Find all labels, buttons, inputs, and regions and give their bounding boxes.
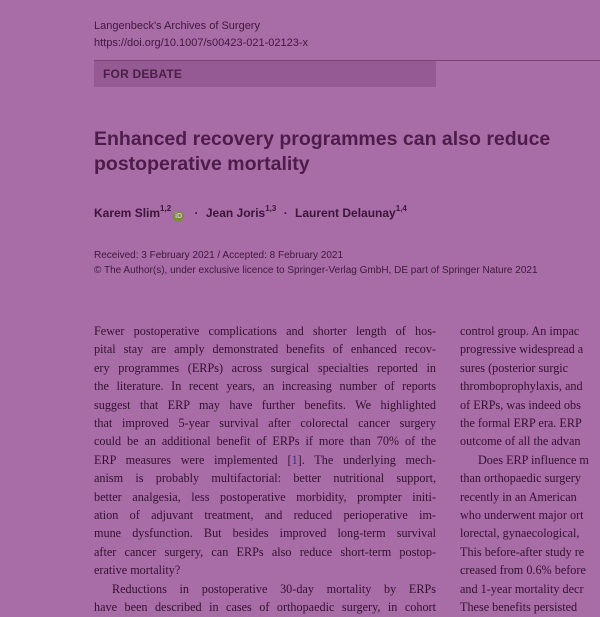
title-line-2: postoperative mortality	[94, 153, 310, 175]
body-line: recently in an American	[460, 489, 577, 504]
body-line: that improved 5-year survival after colorectal cancer surgery	[94, 416, 436, 431]
body-line: the literature. In recent years, an increasing number of reports	[94, 379, 436, 394]
body-line: have been described in cases of orthopaedic surgery, in cohort	[94, 600, 436, 615]
author-2-affiliation: 1,3	[265, 204, 277, 213]
body-line: the formal ERP era. ERP	[460, 416, 582, 431]
journal-header	[94, 18, 308, 52]
body-line: anism is probably multifactorial: better nutritional support,	[94, 471, 436, 486]
body-line: of ERPs, was indeed obs	[460, 397, 581, 412]
body-column-right	[460, 322, 600, 617]
title-line-1: Enhanced recovery programmes can also reduce	[94, 128, 551, 150]
body-line: pital stay are amply demonstrated benefits of enhanced recov-	[94, 342, 436, 357]
author-separator: ·	[283, 206, 288, 220]
body-line: after cancer surgery, can ERPs also reduce short-term postop-	[94, 544, 436, 559]
body-line: outcome of all the advan	[460, 434, 581, 449]
author-1[interactable]: Karem Slim	[94, 206, 161, 220]
citation-link[interactable]: 1	[291, 452, 298, 467]
body-line: who underwent major ort	[460, 508, 584, 523]
received-accepted: Received: 3 February 2021 / Accepted: 8 February 2021	[94, 250, 344, 261]
body-line: better analgesia, less postoperative morbidity, prompter initi-	[94, 489, 436, 504]
author-list	[94, 204, 407, 222]
body-line: Does ERP influence m	[478, 452, 589, 467]
journal-name: Langenbeck's Archives of Surgery	[94, 20, 260, 32]
section-banner	[94, 60, 436, 87]
body-line: Fewer postoperative complications and shorter length of hos-	[94, 324, 436, 338]
body-line: ERP measures were implemented [1]. The underlying mech-	[94, 452, 436, 467]
doi-link[interactable]: https://doi.org/10.1007/s00423-021-02123-x	[94, 37, 309, 49]
header-rule	[436, 60, 600, 61]
body-line: sures (posterior surgic	[460, 360, 569, 375]
body-line: creased from 0.6% before	[460, 563, 586, 578]
author-3[interactable]: Laurent Delaunay	[295, 206, 396, 220]
body-line: ation of adjuvant treatment, and reduced perioperative im-	[94, 508, 436, 523]
body-line: ery programmes (ERPs) across surgical specialties reported in	[94, 360, 436, 375]
body-line: These benefits persisted	[460, 600, 578, 615]
article-dates	[94, 248, 538, 278]
body-column-left	[94, 322, 436, 617]
body-line: control group. An impac	[460, 324, 580, 338]
body-line: than orthopaedic surgery	[460, 471, 581, 486]
body-line: erative mortality?	[94, 563, 181, 578]
body-line: This before-after study re	[460, 544, 585, 559]
orcid-icon[interactable]: iD	[175, 213, 183, 220]
copyright-notice: © The Author(s), under exclusive licence to Springer-Verlag GmbH, DE part of Springer Nature 2021	[94, 265, 538, 276]
author-separator: ·	[194, 206, 199, 220]
body-line: could be an additional benefit of ERPs if more than 70% of the	[94, 434, 436, 449]
body-line: suggest that ERP may have further benefits. We highlighted	[94, 397, 436, 412]
body-line: lorectal, gynaecological,	[460, 526, 580, 541]
author-3-affiliation: 1,4	[395, 204, 407, 213]
author-1-affiliation: 1,2	[160, 204, 172, 213]
body-line: Reductions in postoperative 30-day mortality by ERPs	[112, 581, 436, 596]
body-line: progressive widespread a	[460, 342, 584, 357]
body-line: and 1-year mortality decr	[460, 581, 584, 596]
author-2[interactable]: Jean Joris	[205, 206, 266, 220]
body-line: mune dysfunction. But besides improved long-term survival	[94, 526, 436, 541]
section-label: FOR DEBATE	[103, 67, 183, 81]
body-line: thromboprophylaxis, and	[460, 379, 583, 394]
article-title	[94, 127, 574, 177]
